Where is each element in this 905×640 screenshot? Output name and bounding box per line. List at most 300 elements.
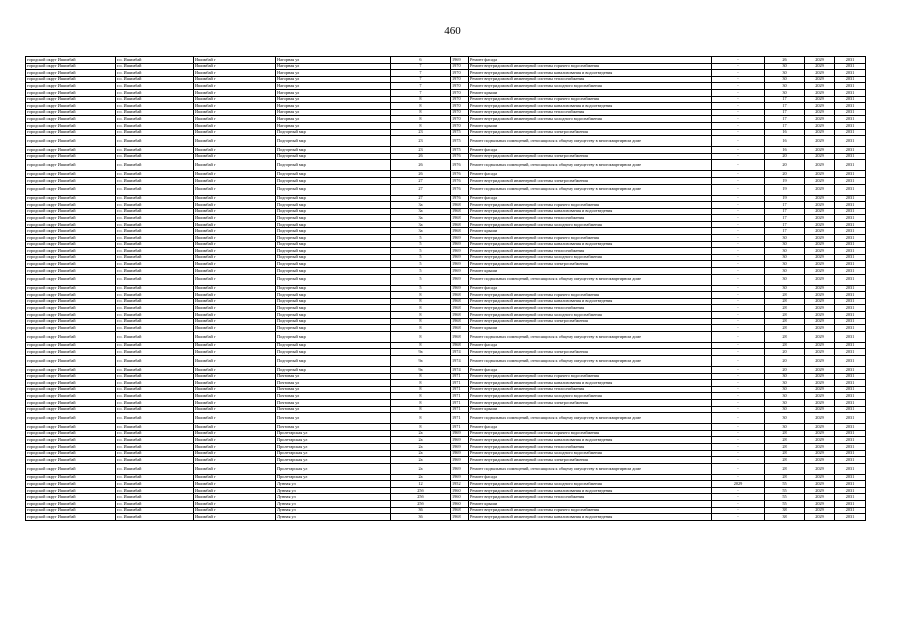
cell-work-type: Ремонт внутридомовой инженерной системы электроснабжения (469, 399, 712, 406)
cell-locality: Ишимбай г (194, 202, 276, 209)
cell-col-value: 28 (765, 430, 805, 437)
cell-locality: Ишимбай г (194, 221, 276, 228)
cell-col-value: 19 (765, 177, 805, 184)
cell-street: Нагорная ул (276, 109, 391, 116)
cell-prev-year: - (712, 268, 765, 275)
cell-work-type: Ремонт внутридомовой инженерной системы теплоснабжения (469, 494, 712, 501)
cell-work-type: Ремонт фасада (469, 366, 712, 373)
table-row (26, 221, 866, 228)
cell-start-year: 2029 (805, 393, 835, 400)
cell-prev-year: - (712, 463, 765, 474)
cell-prev-year: - (712, 312, 765, 319)
cell-house: 8 (391, 342, 451, 349)
cell-col-value: 55 (765, 481, 805, 488)
cell-street: Нагорная ул (276, 103, 391, 110)
cell-locality: Ишимбай г (194, 514, 276, 521)
cell-locality: Ишимбай г (194, 147, 276, 154)
table-row (26, 274, 866, 285)
cell-street: Подгорный мкр (276, 305, 391, 312)
cell-district: городской округ Ишимбай (26, 208, 116, 215)
cell-start-year: 2029 (805, 221, 835, 228)
cell-start-year: 2029 (805, 373, 835, 380)
table-row (26, 399, 866, 406)
cell-year: 1968 (451, 202, 469, 209)
cell-locality: Ишимбай г (194, 292, 276, 299)
cell-prev-year: - (712, 424, 765, 431)
cell-municipality: г.о. Ишимбай (116, 184, 194, 195)
cell-district: городской округ Ишимбай (26, 202, 116, 209)
cell-end-year: 2031 (835, 481, 866, 488)
cell-district: городской округ Ишимбай (26, 89, 116, 96)
cell-municipality: г.о. Ишимбай (116, 507, 194, 514)
cell-street: Подгорный мкр (276, 248, 391, 255)
cell-end-year: 2031 (835, 153, 866, 160)
cell-end-year: 2031 (835, 355, 866, 366)
cell-col-value: 17 (765, 96, 805, 103)
cell-year: 1969 (451, 241, 469, 248)
cell-street: Пролетарская ул (276, 457, 391, 464)
cell-street: Пролетарская ул (276, 437, 391, 444)
cell-year: 1971 (451, 380, 469, 387)
cell-district: городской округ Ишимбай (26, 122, 116, 129)
cell-prev-year: - (712, 349, 765, 356)
cell-start-year: 2029 (805, 103, 835, 110)
cell-work-type: Ремонт внутридомовой инженерной системы электроснабжения (469, 349, 712, 356)
table-row (26, 312, 866, 319)
cell-district: городской округ Ишимбай (26, 481, 116, 488)
cell-prev-year: - (712, 457, 765, 464)
cell-district: городской округ Ишимбай (26, 221, 116, 228)
cell-street: Подгорный мкр (276, 342, 391, 349)
capital-repair-table (25, 56, 865, 521)
cell-district: городской округ Ишимбай (26, 57, 116, 64)
cell-house: 8 (391, 116, 451, 123)
cell-end-year: 2031 (835, 122, 866, 129)
table-row (26, 349, 866, 356)
cell-start-year: 2029 (805, 380, 835, 387)
cell-year: 1969 (451, 437, 469, 444)
cell-locality: Ишимбай г (194, 457, 276, 464)
cell-prev-year: - (712, 355, 765, 366)
cell-end-year: 2031 (835, 96, 866, 103)
cell-municipality: г.о. Ишимбай (116, 393, 194, 400)
table-row (26, 424, 866, 431)
cell-prev-year: - (712, 254, 765, 261)
cell-prev-year: - (712, 208, 765, 215)
table-row (26, 298, 866, 305)
cell-work-type: Ремонт внутридомовой инженерной системы канализования и водоотведения (469, 298, 712, 305)
cell-street: Почтовая ул (276, 393, 391, 400)
cell-start-year: 2029 (805, 122, 835, 129)
table-row (26, 235, 866, 242)
cell-locality: Ишимбай г (194, 312, 276, 319)
table-row (26, 463, 866, 474)
cell-end-year: 2031 (835, 406, 866, 413)
cell-col-value: 20 (765, 171, 805, 178)
cell-year: 1968 (451, 318, 469, 325)
cell-locality: Ишимбай г (194, 248, 276, 255)
cell-municipality: г.о. Ишимбай (116, 83, 194, 90)
table-body (26, 57, 866, 521)
cell-start-year: 2029 (805, 386, 835, 393)
cell-end-year: 2031 (835, 430, 866, 437)
cell-district: городской округ Ишимбай (26, 494, 116, 501)
cell-year: 1971 (451, 413, 469, 424)
cell-house: 8 (391, 298, 451, 305)
cell-start-year: 2029 (805, 116, 835, 123)
cell-work-type: Ремонт внутридомовой инженерной системы электроснабжения (469, 153, 712, 160)
table-row (26, 481, 866, 488)
cell-house: 2а (391, 457, 451, 464)
cell-year: 1976 (451, 171, 469, 178)
cell-year: 1969 (451, 285, 469, 292)
cell-year: 1974 (451, 366, 469, 373)
cell-district: городской округ Ишимбай (26, 109, 116, 116)
cell-start-year: 2029 (805, 184, 835, 195)
cell-year: 1975 (451, 129, 469, 136)
cell-start-year: 2029 (805, 177, 835, 184)
cell-locality: Ишимбай г (194, 494, 276, 501)
cell-locality: Ишимбай г (194, 285, 276, 292)
table-row (26, 501, 866, 508)
table-row (26, 305, 866, 312)
cell-house: 36 (391, 514, 451, 521)
cell-municipality: г.о. Ишимбай (116, 349, 194, 356)
cell-locality: Ишимбай г (194, 241, 276, 248)
cell-locality: Ишимбай г (194, 116, 276, 123)
cell-work-type: Ремонт внутридомовой инженерной системы электроснабжения (469, 457, 712, 464)
cell-prev-year: - (712, 57, 765, 64)
cell-street: Лунная ул (276, 514, 391, 521)
cell-work-type: Ремонт внутридомовой инженерной системы теплоснабжения (469, 248, 712, 255)
cell-col-value: 28 (765, 325, 805, 332)
cell-col-value: 28 (765, 443, 805, 450)
cell-year: 1970 (451, 122, 469, 129)
cell-col-value: 30 (765, 413, 805, 424)
cell-year: 1974 (451, 355, 469, 366)
cell-col-value: 28 (765, 342, 805, 349)
cell-col-value: 17 (765, 215, 805, 222)
cell-house: 23 (391, 147, 451, 154)
cell-prev-year: - (712, 63, 765, 70)
cell-district: городской округ Ишимбай (26, 241, 116, 248)
cell-street: Нагорная ул (276, 122, 391, 129)
cell-locality: Ишимбай г (194, 406, 276, 413)
cell-year: 1968 (451, 305, 469, 312)
cell-house: 8 (391, 373, 451, 380)
cell-start-year: 2029 (805, 430, 835, 437)
cell-prev-year: - (712, 514, 765, 521)
cell-col-value: 30 (765, 261, 805, 268)
cell-start-year: 2029 (805, 136, 835, 147)
cell-street: Почтовая ул (276, 380, 391, 387)
cell-start-year: 2029 (805, 487, 835, 494)
cell-col-value: 28 (765, 331, 805, 342)
cell-col-value: 30 (765, 70, 805, 77)
cell-municipality: г.о. Ишимбай (116, 380, 194, 387)
cell-end-year: 2031 (835, 424, 866, 431)
cell-district: городской округ Ишимбай (26, 254, 116, 261)
cell-year: 1968 (451, 228, 469, 235)
cell-district: городской округ Ишимбай (26, 437, 116, 444)
cell-end-year: 2031 (835, 228, 866, 235)
cell-locality: Ишимбай г (194, 153, 276, 160)
cell-start-year: 2029 (805, 406, 835, 413)
cell-start-year: 2029 (805, 355, 835, 366)
table-row (26, 443, 866, 450)
table-row (26, 116, 866, 123)
table-row (26, 103, 866, 110)
cell-locality: Ишимбай г (194, 268, 276, 275)
cell-municipality: г.о. Ишимбай (116, 474, 194, 481)
cell-municipality: г.о. Ишимбай (116, 153, 194, 160)
table-row (26, 76, 866, 83)
cell-prev-year: - (712, 325, 765, 332)
cell-work-type: Ремонт внутридомовой инженерной системы холодного водоснабжения (469, 254, 712, 261)
table-row (26, 386, 866, 393)
cell-prev-year: - (712, 342, 765, 349)
cell-prev-year: - (712, 474, 765, 481)
cell-prev-year: - (712, 129, 765, 136)
cell-start-year: 2029 (805, 261, 835, 268)
cell-work-type: Ремонт внутридомовой инженерной системы канализования и водоотведения (469, 514, 712, 521)
cell-district: городской округ Ишимбай (26, 147, 116, 154)
cell-year: 1960 (451, 487, 469, 494)
cell-municipality: г.о. Ишимбай (116, 235, 194, 242)
cell-district: городской округ Ишимбай (26, 399, 116, 406)
cell-street: Подгорный мкр (276, 331, 391, 342)
cell-work-type: Ремонт внутридомовой инженерной системы канализования и водоотведения (469, 241, 712, 248)
cell-locality: Ишимбай г (194, 413, 276, 424)
cell-locality: Ишимбай г (194, 450, 276, 457)
table-row (26, 208, 866, 215)
cell-locality: Ишимбай г (194, 507, 276, 514)
cell-street: Подгорный мкр (276, 221, 391, 228)
cell-municipality: г.о. Ишимбай (116, 228, 194, 235)
cell-col-value: 30 (765, 386, 805, 393)
table-row (26, 160, 866, 171)
cell-prev-year: - (712, 494, 765, 501)
table-row (26, 202, 866, 209)
cell-col-value: 17 (765, 116, 805, 123)
cell-street: Подгорный мкр (276, 366, 391, 373)
cell-house: 2а (391, 430, 451, 437)
cell-house: 8 (391, 380, 451, 387)
cell-street: Подгорный мкр (276, 184, 391, 195)
cell-work-type: Ремонт крыши (469, 228, 712, 235)
cell-house: 9а (391, 366, 451, 373)
cell-end-year: 2031 (835, 57, 866, 64)
cell-locality: Ишимбай г (194, 103, 276, 110)
cell-work-type: Ремонт фасада (469, 195, 712, 202)
cell-year: 1969 (451, 254, 469, 261)
cell-col-value: 20 (765, 153, 805, 160)
cell-district: городской округ Ишимбай (26, 268, 116, 275)
cell-end-year: 2031 (835, 63, 866, 70)
cell-municipality: г.о. Ишимбай (116, 221, 194, 228)
cell-work-type: Ремонт фасада (469, 342, 712, 349)
cell-end-year: 2031 (835, 83, 866, 90)
table-row (26, 430, 866, 437)
cell-end-year: 2031 (835, 160, 866, 171)
cell-house: 23 (391, 129, 451, 136)
table-row (26, 57, 866, 64)
cell-street: Пролетарская ул (276, 430, 391, 437)
cell-district: городской округ Ишимбай (26, 292, 116, 299)
cell-work-type: Ремонт внутридомовой инженерной системы холодного водоснабжения (469, 312, 712, 319)
cell-end-year: 2031 (835, 261, 866, 268)
cell-start-year: 2029 (805, 241, 835, 248)
cell-year: 1969 (451, 443, 469, 450)
cell-locality: Ишимбай г (194, 57, 276, 64)
cell-col-value: 38 (765, 514, 805, 521)
cell-start-year: 2029 (805, 305, 835, 312)
table-row (26, 285, 866, 292)
cell-municipality: г.о. Ишимбай (116, 406, 194, 413)
cell-district: городской округ Ишимбай (26, 430, 116, 437)
cell-start-year: 2029 (805, 366, 835, 373)
cell-work-type: Ремонт внутридомовой инженерной системы электроснабжения (469, 129, 712, 136)
cell-prev-year: - (712, 70, 765, 77)
cell-street: Нагорная ул (276, 57, 391, 64)
cell-year: 1968 (451, 331, 469, 342)
cell-work-type: Ремонт фасада (469, 424, 712, 431)
cell-locality: Ишимбай г (194, 373, 276, 380)
cell-col-value: 17 (765, 228, 805, 235)
cell-street: Нагорная ул (276, 116, 391, 123)
cell-locality: Ишимбай г (194, 399, 276, 406)
cell-municipality: г.о. Ишимбай (116, 413, 194, 424)
cell-street: Нагорная ул (276, 83, 391, 90)
cell-end-year: 2031 (835, 177, 866, 184)
cell-locality: Ишимбай г (194, 76, 276, 83)
cell-col-value: 28 (765, 298, 805, 305)
cell-district: городской округ Ишимбай (26, 235, 116, 242)
cell-street: Подгорный мкр (276, 215, 391, 222)
cell-street: Нагорная ул (276, 76, 391, 83)
cell-house: 12 (391, 481, 451, 488)
cell-end-year: 2031 (835, 474, 866, 481)
cell-municipality: г.о. Ишимбай (116, 463, 194, 474)
cell-end-year: 2031 (835, 457, 866, 464)
table-row (26, 70, 866, 77)
cell-locality: Ишимбай г (194, 122, 276, 129)
cell-municipality: г.о. Ишимбай (116, 136, 194, 147)
cell-municipality: г.о. Ишимбай (116, 312, 194, 319)
cell-municipality: г.о. Ишимбай (116, 318, 194, 325)
cell-house: 2а (391, 474, 451, 481)
cell-col-value: 30 (765, 63, 805, 70)
cell-prev-year: - (712, 292, 765, 299)
table-row (26, 147, 866, 154)
cell-work-type: Ремонт внутридомовой инженерной системы горячего водоснабжения (469, 235, 712, 242)
cell-street: Почтовая ул (276, 406, 391, 413)
cell-start-year: 2029 (805, 507, 835, 514)
cell-year: 1969 (451, 430, 469, 437)
cell-year: 1970 (451, 116, 469, 123)
cell-municipality: г.о. Ишимбай (116, 241, 194, 248)
cell-street: Лунная ул (276, 501, 391, 508)
cell-house: 8 (391, 103, 451, 110)
cell-prev-year: - (712, 399, 765, 406)
cell-locality: Ишимбай г (194, 208, 276, 215)
cell-locality: Ишимбай г (194, 501, 276, 508)
cell-year: 1970 (451, 63, 469, 70)
cell-house: 27 (391, 184, 451, 195)
cell-year: 1976 (451, 153, 469, 160)
cell-col-value: 28 (765, 312, 805, 319)
cell-work-type: Ремонт внутридомовой инженерной системы электроснабжения (469, 261, 712, 268)
cell-district: городской округ Ишимбай (26, 228, 116, 235)
cell-end-year: 2031 (835, 463, 866, 474)
cell-municipality: г.о. Ишимбай (116, 116, 194, 123)
cell-district: городской округ Ишимбай (26, 305, 116, 312)
cell-start-year: 2029 (805, 457, 835, 464)
cell-prev-year: 2029 (712, 481, 765, 488)
cell-district: городской округ Ишимбай (26, 413, 116, 424)
cell-year: 1975 (451, 136, 469, 147)
cell-municipality: г.о. Ишимбай (116, 70, 194, 77)
cell-work-type: Ремонт подвальных помещений, относящихся к общему имуществу в многоквартирном доме (469, 331, 712, 342)
cell-municipality: г.о. Ишимбай (116, 298, 194, 305)
cell-end-year: 2031 (835, 501, 866, 508)
table-row (26, 129, 866, 136)
cell-work-type: Ремонт внутридомовой инженерной системы канализования и водоотведения (469, 437, 712, 444)
cell-start-year: 2029 (805, 147, 835, 154)
cell-house: 3а (391, 202, 451, 209)
cell-start-year: 2029 (805, 83, 835, 90)
cell-house: 5 (391, 274, 451, 285)
cell-end-year: 2031 (835, 450, 866, 457)
cell-municipality: г.о. Ишимбай (116, 481, 194, 488)
cell-work-type: Ремонт фасада (469, 171, 712, 178)
cell-district: городской округ Ишимбай (26, 76, 116, 83)
cell-district: городской округ Ишимбай (26, 215, 116, 222)
cell-year: 1970 (451, 76, 469, 83)
cell-year: 1960 (451, 494, 469, 501)
cell-street: Подгорный мкр (276, 129, 391, 136)
cell-locality: Ишимбай г (194, 184, 276, 195)
cell-municipality: г.о. Ишимбай (116, 89, 194, 96)
cell-prev-year: - (712, 215, 765, 222)
cell-street: Подгорный мкр (276, 160, 391, 171)
cell-house: 8 (391, 312, 451, 319)
cell-district: городской округ Ишимбай (26, 507, 116, 514)
cell-col-value: 17 (765, 122, 805, 129)
cell-locality: Ишимбай г (194, 318, 276, 325)
cell-end-year: 2031 (835, 241, 866, 248)
cell-municipality: г.о. Ишимбай (116, 274, 194, 285)
cell-street: Подгорный мкр (276, 312, 391, 319)
cell-street: Подгорный мкр (276, 208, 391, 215)
cell-prev-year: - (712, 443, 765, 450)
cell-prev-year: - (712, 430, 765, 437)
cell-district: городской округ Ишимбай (26, 474, 116, 481)
cell-house: 5 (391, 248, 451, 255)
cell-district: городской округ Ишимбай (26, 195, 116, 202)
cell-house: 26 (391, 153, 451, 160)
cell-end-year: 2031 (835, 109, 866, 116)
cell-locality: Ишимбай г (194, 481, 276, 488)
cell-prev-year: - (712, 373, 765, 380)
cell-start-year: 2029 (805, 76, 835, 83)
cell-year: 1968 (451, 312, 469, 319)
cell-street: Подгорный мкр (276, 228, 391, 235)
cell-start-year: 2029 (805, 109, 835, 116)
table-row (26, 215, 866, 222)
cell-street: Нагорная ул (276, 96, 391, 103)
cell-street: Подгорный мкр (276, 292, 391, 299)
